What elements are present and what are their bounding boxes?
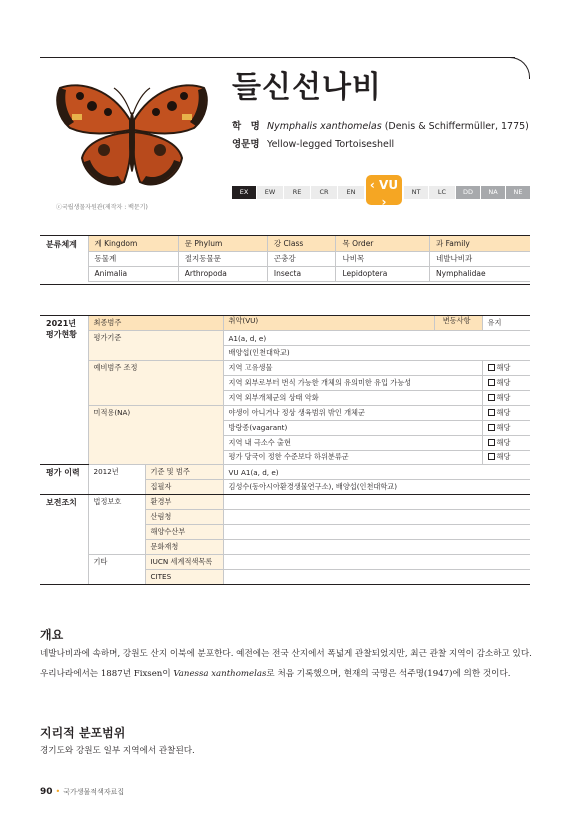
legal-value (223, 524, 530, 539)
distribution-text: 경기도와 강원도 일부 지역에서 관찰된다. (40, 746, 195, 756)
header-rule-curve (508, 57, 530, 79)
na-item: 지역 내 극소수 출현 (223, 435, 482, 450)
check-cell: 해당 (482, 361, 530, 376)
status-re: RE (284, 186, 310, 199)
taxonomy-header: 문 Phylum (178, 236, 267, 251)
scientific-name-label: 학 명 (232, 121, 260, 132)
taxonomy-cell: Arthropoda (178, 266, 267, 281)
scientific-name: Nymphalis xanthomelas (267, 121, 382, 132)
butterfly-image (52, 70, 212, 198)
scientific-author: (Denis & Schiffermüller, 1775) (381, 121, 529, 132)
status-ne: NE (506, 186, 530, 199)
taxonomy-header: 과 Family (430, 236, 530, 251)
other-item: IUCN 세계적색목록 (145, 554, 223, 569)
checkbox-icon (488, 394, 495, 401)
checkbox-icon (488, 409, 495, 416)
checkbox-icon (488, 453, 495, 460)
status-lc: LC (429, 186, 455, 199)
taxonomy-korean-row (40, 251, 530, 266)
taxonomy-section-label: 분류체계 (46, 240, 77, 249)
overview-heading: 개요 (40, 628, 64, 642)
assessment-row (40, 331, 530, 346)
change-value: 유지 (482, 316, 530, 331)
english-name: Yellow-legged Tortoiseshell (267, 139, 395, 150)
footer-bullet: • (55, 787, 61, 796)
assessment-row (40, 361, 530, 376)
butterfly-body (129, 112, 135, 172)
status-ew: EW (257, 186, 283, 199)
taxonomy-cell: 나비목 (336, 251, 430, 266)
status-current-badge (366, 175, 402, 218)
other-value (223, 569, 530, 584)
final-category-label: 최종범주 (88, 316, 223, 331)
status-na: NA (481, 186, 505, 199)
taxonomy-cell: 절지동물문 (178, 251, 267, 266)
prelim-label: 예비범주 조정 (88, 361, 223, 406)
distribution-heading: 지리적 분포범위 (40, 726, 126, 740)
prelim-item: 지역 외부로부터 번식 가능한 개체의 유의미한 유입 가능성 (223, 376, 482, 391)
assessment-2021-label: 2021년 평가현황 (40, 316, 88, 465)
page-number: 90 (40, 787, 53, 797)
taxonomy-cell: 곤충강 (267, 251, 336, 266)
na-item: 방랑종(vagarant) (223, 420, 482, 435)
status-cr: CR (311, 186, 337, 199)
protection-row (40, 495, 530, 510)
taxonomy-cell: Animalia (88, 266, 178, 281)
english-name-row (232, 136, 394, 150)
legal-item: 문화재청 (145, 539, 223, 554)
legal-item: 산림청 (145, 510, 223, 525)
checkbox-icon (488, 379, 495, 386)
na-item: 야생이 아니거나 정상 생육범위 밖인 개체군 (223, 405, 482, 420)
status-current: ‹ VU › (369, 178, 399, 209)
overview-text: 네발나비과에 속하며, 강원도 산지 이북에 분포한다. 예전에는 전국 산지에서 폭넓게 관찰되었지만, 최근 관찰 지역이 감소하고 있다. 우리나라에서는 1887년 Fixsen이 Vanessa xanthomelas로 처음 기록했으며, 현재의 국명은 석주명(1947)에 의한 것이다. (40, 649, 532, 679)
status-en: EN (338, 186, 364, 199)
history-year: 2012년 (88, 465, 145, 495)
taxonomy-cell: Lepidoptera (336, 266, 430, 281)
scientific-name-row (232, 118, 529, 132)
header-rule (40, 57, 515, 58)
legal-value (223, 510, 530, 525)
check-cell: 해당 (482, 405, 530, 420)
history-row (40, 465, 530, 480)
na-label: 미적용(NA) (88, 405, 223, 465)
criteria-value: A1(a, d, e) (223, 331, 530, 346)
photo-credit: ⓒ국립생물자원관(제작자 : 백문기) (56, 204, 148, 211)
history-writer-value: 김성수(동아시아환경생물연구소), 배양섭(인천대학교) (223, 480, 530, 495)
checkbox-icon (488, 439, 495, 446)
taxonomy-header: 계 Kingdom (88, 236, 178, 251)
assessor-2021: 배양섭(인천대학교) (223, 346, 530, 361)
taxonomy-header: 목 Order (336, 236, 430, 251)
legal-item: 환경부 (145, 495, 223, 510)
other-label: 기타 (88, 554, 145, 584)
status-current-label: Vulnerable (369, 212, 399, 218)
status-nt: NT (404, 186, 428, 199)
check-cell: 해당 (482, 376, 530, 391)
taxonomy-cell: 동물계 (88, 251, 178, 266)
legal-value (223, 495, 530, 510)
na-item: 평가 당국이 정한 수준보다 하위분류군 (223, 450, 482, 465)
prelim-item: 지역 외부개체군의 상태 악화 (223, 390, 482, 405)
legal-value (223, 539, 530, 554)
taxonomy-header: 강 Class (267, 236, 336, 251)
prelim-item: 지역 고유생물 (223, 361, 482, 376)
legal-label: 법정보호 (88, 495, 145, 555)
left-hindwing (82, 132, 131, 185)
check-cell: 해당 (482, 450, 530, 465)
assessment-row (40, 316, 530, 331)
check-cell: 해당 (482, 390, 530, 405)
history-criteria-value: VU A1(a, d, e) (223, 465, 530, 480)
history-writer-label: 집필자 (145, 480, 223, 495)
other-value (223, 554, 530, 569)
taxonomy-latin-row (40, 266, 530, 281)
legal-item: 해양수산부 (145, 524, 223, 539)
change-label: 변동사항 (434, 316, 477, 330)
page-title: 들신선나비 (232, 70, 382, 105)
taxonomy-header-row (40, 236, 530, 251)
protection-row (40, 554, 530, 569)
assessment-row (40, 405, 530, 420)
taxonomy-cell: 네발나비과 (430, 251, 530, 266)
footer-source: 국가생물적색자료집 (63, 788, 125, 796)
english-name-label: 영문명 (232, 139, 260, 150)
page-footer (40, 787, 124, 797)
history-criteria-label: 기준 및 범주 (145, 465, 223, 480)
other-item: CITES (145, 569, 223, 584)
check-cell: 해당 (482, 420, 530, 435)
history-section-label: 평가 이력 (40, 465, 88, 495)
criteria-label: 평가기준 (88, 331, 223, 361)
assessment-table (40, 316, 530, 585)
taxonomy-cell: Nymphalidae (430, 266, 530, 281)
status-ex: EX (232, 186, 256, 199)
check-cell: 해당 (482, 435, 530, 450)
protection-section-label: 보전조치 (40, 495, 88, 584)
checkbox-icon (488, 364, 495, 371)
right-hindwing (133, 132, 182, 185)
taxonomy-bottom-rule (40, 284, 530, 285)
checkbox-icon (488, 424, 495, 431)
final-category-value: 취약(VU) 변동사항 (223, 316, 482, 331)
status-dd: DD (456, 186, 480, 199)
taxonomy-table (40, 236, 530, 282)
taxonomy-cell: Insecta (267, 266, 336, 281)
